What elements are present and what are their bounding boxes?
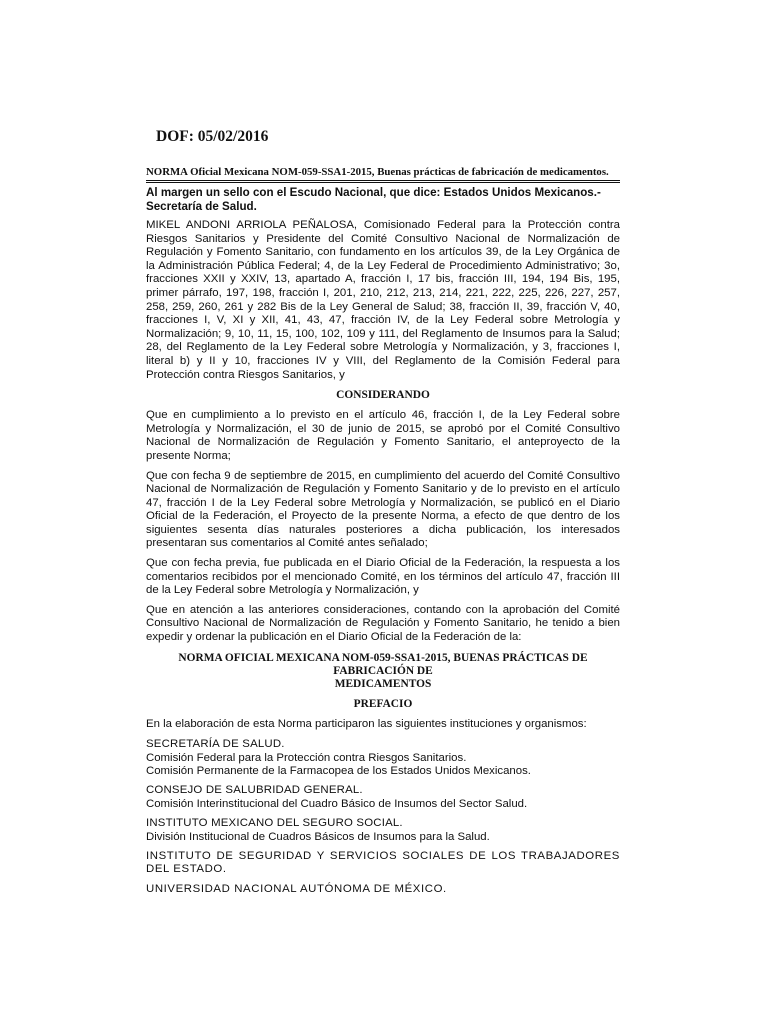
considerando-paragraph: Que con fecha previa, fue publicada en el Diario Oficial de la Federación, la respuesta a los comentarios recibidos por el mencionado Comité, en los términos del artículo 47, fracción III de la Ley Federal sobre Metrología y Normalización, y: [146, 557, 620, 597]
organization-name: CONSEJO DE SALUBRIDAD GENERAL.: [146, 784, 363, 797]
intro-paragraph: MIKEL ANDONI ARRIOLA PEÑALOSA, Comisionado Federal para la Protección contra Riesgos Sanitarios y Presidente del Comité Consultivo Nacional de Normalización de Regulación y Fomento Sanitario, con fundamento en los artículos 39, de la Ley Orgánica de la Administración Pública Federal; 4, de la Ley Federal de Procedimiento Administrativo; 3o, fracciones XXII y XXIV, 13, apartado A, fracción I, 17 bis, fracción III, 194, 194 Bis, 195, primer párrafo, 197, 198, fracción I, 201, 210, 212, 213, 214, 221, 222, 225, 226, 227, 257, 258, 259, 260, 261 y 282 Bis de la Ley General de Salud; 38, fracción II, 39, fracción V, 40, fracciones I, V, XI y XII, 41, 43, 47, fracción IV, de la Ley Federal sobre Metrología y Normalización; 9, 10, 11, 15, 100, 102, 109 y 111, del Reglamento de Insumos para la Salud; 28, del Reglamento de la Ley Federal sobre Metrología y Normalización, y 3, fracciones I, literal b) y II y 10, fracciones IV y VIII, del Reglamento de la Comisión Federal para Protección contra Riesgos Sanitarios, y: [146, 219, 620, 381]
norma-heading-line: NORMA OFICIAL MEXICANA NOM-059-SSA1-2015, BUENAS PRÁCTICAS DE: [178, 651, 588, 664]
norma-heading: [146, 652, 620, 691]
considerando-paragraph: Que en atención a las anteriores consideraciones, contando con la aprobación del Comité Consultivo Nacional de Normalización de Regulación y Fomento Sanitario, he tenido a bien expedir y ordenar la publicación en el Diario Oficial de la Federación de la:: [146, 603, 620, 644]
organization-sub: División Institucional de Cuadros Básicos de Insumos para la Salud.: [146, 830, 490, 843]
organization-sub: Comisión Interinstitucional del Cuadro Básico de Insumos del Sector Salud.: [146, 797, 528, 810]
organization-sub: Comisión Federal para la Protección contra Riesgos Sanitarios.: [146, 751, 467, 764]
prefacio-intro: En la elaboración de esta Norma participaron las siguientes instituciones y organismos:: [146, 717, 587, 730]
considerando-paragraph: Que en cumplimiento a lo previsto en el artículo 46, fracción I, de la Ley Federal sobre Metrología y Normalización, el 30 de junio de 2015, se aprobó por el Comité Consultivo Nacional de Normalización de Regulación y Fomento Sanitario, el anteproyecto de la presente Norma;: [146, 409, 620, 462]
considerando-heading: CONSIDERANDO: [336, 389, 430, 402]
norma-title: NORMA Oficial Mexicana NOM-059-SSA1-2015, Buenas prácticas de fabricación de medicamentos.: [146, 166, 620, 183]
organization-entry: [146, 883, 620, 896]
prefacio-heading: PREFACIO: [353, 697, 413, 710]
organization-entry: [146, 738, 620, 778]
sello-paragraph: Al margen un sello con el Escudo Nacional, que dice: Estados Unidos Mexicanos.- Secretaría de Salud.: [146, 186, 601, 213]
norma-heading-line: FABRICACIÓN DE: [333, 664, 433, 677]
organization-name: INSTITUTO DE SEGURIDAD Y SERVICIOS SOCIALES DE LOS TRABAJADORES DEL ESTADO.: [146, 850, 620, 876]
organization-name: INSTITUTO MEXICANO DEL SEGURO SOCIAL.: [146, 817, 403, 830]
organization-entry: [146, 784, 620, 811]
document-body: [146, 128, 620, 902]
considerando-paragraph: Que con fecha 9 de septiembre de 2015, en cumplimiento del acuerdo del Comité Consultivo Nacional de Normalización de Regulación y Fomento Sanitario y de lo previsto en el artículo 47, fracción I de la Ley Federal sobre Metrología y Normalización, se publicó en el Diario Oficial de la Federación, el Proyecto de la presente Norma, a efecto de que dentro de los siguientes sesenta días naturales posteriores a dicha publicación, los interesados presentaran sus comentarios al Comité antes señalado;: [146, 469, 620, 550]
organization-entry: [146, 850, 620, 877]
norma-heading-line: MEDICAMENTOS: [334, 677, 432, 690]
organization-entry: [146, 817, 620, 844]
dof-date: DOF: 05/02/2016: [156, 128, 269, 145]
organization-name: UNIVERSIDAD NACIONAL AUTÓNOMA DE MÉXICO.: [146, 882, 447, 895]
organization-sub: Comisión Permanente de la Farmacopea de los Estados Unidos Mexicanos.: [146, 765, 531, 778]
organization-name: SECRETARÍA DE SALUD.: [146, 738, 285, 751]
